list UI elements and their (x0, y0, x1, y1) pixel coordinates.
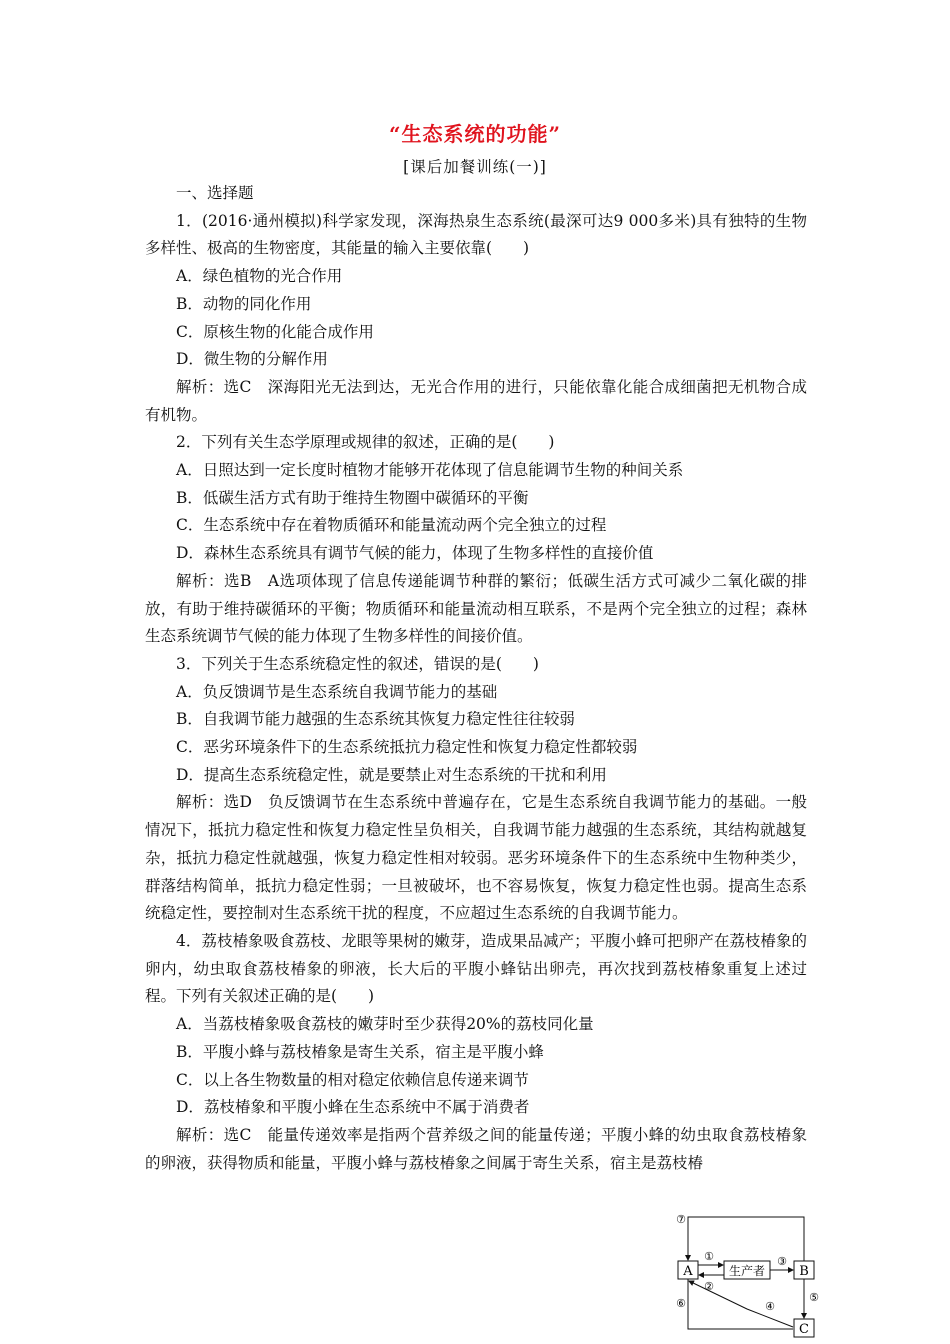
option-item: C．以上各生物数量的相对稳定依赖信息传递来调节 (176, 1070, 529, 1089)
option-item: B．平腹小蜂与荔枝椿象是寄生关系，宿主是平腹小蜂 (176, 1042, 544, 1061)
option-item: A．绿色植物的光合作用 (176, 267, 343, 286)
energy-flow-diagram (672, 1209, 832, 1339)
page-subtitle: [课后加餐训练(一)] (403, 158, 547, 176)
option-item: B．自我调节能力越强的生态系统其恢复力稳定性往往较弱 (176, 710, 575, 729)
node-producer-label: 生产者 (728, 1264, 766, 1278)
node-c-label: C (799, 1322, 809, 1337)
analysis-text: 解析：选B A选项体现了信息传递能调节种群的繁衍；低碳生活方式可减少二氧化碳的排放，有助于维持碳循环的平衡；物质循环和能量流动相互联系，不是两个完全独立的过程；森林生态系统调节气候的能力体现了生物多样性的间接价值。 (145, 571, 807, 646)
question-stem: 2．下列有关生态学原理或规律的叙述，正确的是( ) (176, 433, 555, 452)
node-a-label: A (683, 1264, 693, 1279)
option-item: D．荔枝椿象和平腹小蜂在生态系统中不属于消费者 (176, 1098, 530, 1117)
label-2: ② (704, 1280, 714, 1293)
option-item: D．微生物的分解作用 (176, 350, 328, 369)
question-stem: 1．(2016·通州模拟)科学家发现，深海热泉生态系统(最深可达9 000多米)具有独特的生物多样性、极高的生物密度，其能量的输入主要依靠( ) (145, 211, 807, 258)
option-item: A．当荔枝椿象吸食荔枝的嫩芽时至少获得20%的荔枝同化量 (176, 1015, 594, 1034)
section-heading: 一、选择题 (176, 184, 254, 202)
document-body (145, 180, 807, 1177)
option-item: A．负反馈调节是生态系统自我调节能力的基础 (176, 682, 498, 701)
option-item: C．生态系统中存在着物质循环和能量流动两个完全独立的过程 (176, 516, 607, 535)
analysis-text: 解析：选D 负反馈调节在生态系统中普遍存在，它是生态系统自我调节能力的基础。一般情况下，抵抗力稳定性和恢复力稳定性呈负相关，自我调节能力越强的生态系统，其结构就越复杂，抵抗力稳定性就越强，恢复力稳定性相对较弱。恶劣环境条件下的生态系统中生物种类少，群落结构简单，抵抗力稳定性弱；一旦被破坏，也不容易恢复，恢复力稳定性也弱。提高生态系统稳定性，要控制对生态系统干扰的程度，不应超过生态系统的自我调节能力。 (145, 793, 807, 923)
option-item: C．恶劣环境条件下的生态系统抵抗力稳定性和恢复力稳定性都较弱 (176, 738, 638, 757)
label-6: ⑥ (676, 1297, 686, 1310)
label-1: ① (704, 1250, 714, 1263)
option-item: B．低碳生活方式有助于维持生物圈中碳循环的平衡 (176, 488, 529, 507)
label-4: ④ (765, 1300, 775, 1313)
option-item: B．动物的同化作用 (176, 294, 312, 313)
question-stem: 4．荔枝椿象吸食荔枝、龙眼等果树的嫩芽，造成果品减产；平腹小蜂可把卵产在荔枝椿象的卵内，幼虫取食荔枝椿象的卵液，长大后的平腹小蜂钻出卵壳，再次找到荔枝椿象重复上述过程。下列有关叙述正确的是( ) (145, 931, 807, 1006)
page-title: “生态系统的功能” (388, 122, 561, 146)
label-5: ⑤ (809, 1291, 819, 1304)
analysis-text: 解析：选C 深海阳光无法到达，无光合作用的进行，只能依靠化能合成细菌把无机物合成有机物。 (145, 377, 807, 424)
option-item: D．森林生态系统具有调节气候的能力，体现了生物多样性的直接价值 (176, 544, 654, 563)
node-b-label: B (799, 1264, 809, 1279)
analysis-text: 解析：选C 能量传递效率是指两个营养级之间的能量传递；平腹小蜂的幼虫取食荔枝椿象的卵液，获得物质和能量，平腹小蜂与荔枝椿象之间属于寄生关系，宿主是荔枝椿 (145, 1125, 807, 1172)
label-7: ⑦ (676, 1213, 686, 1226)
option-item: C．原核生物的化能合成作用 (176, 322, 374, 341)
question-stem: 3．下列关于生态系统稳定性的叙述，错误的是( ) (176, 654, 539, 673)
label-3: ③ (777, 1255, 787, 1268)
option-item: A．日照达到一定长度时植物才能够开花体现了信息能调节生物的种间关系 (176, 461, 684, 480)
option-item: D．提高生态系统稳定性，就是要禁止对生态系统的干扰和利用 (176, 765, 607, 784)
